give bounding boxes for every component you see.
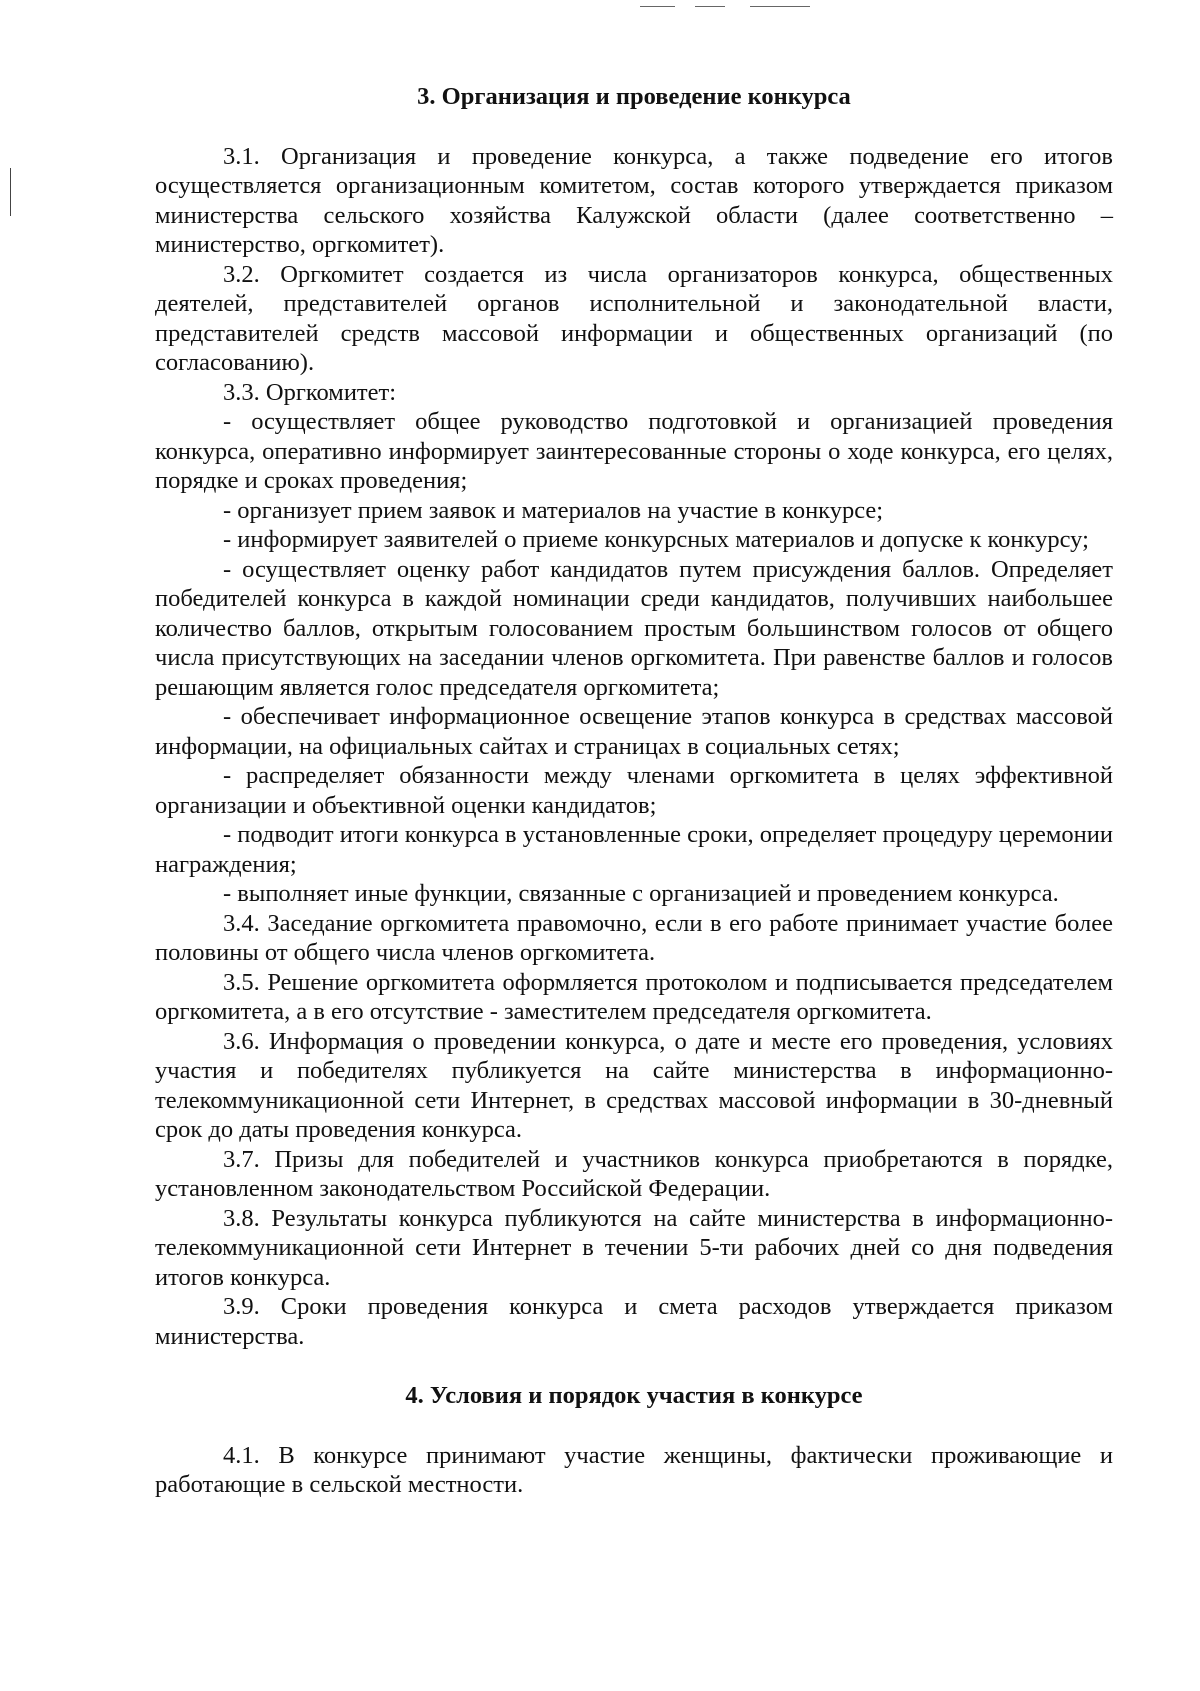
paragraph: 3.7. Призы для победителей и участников конкурса приобретаются в порядке, установленном законодательством Российской Федерации. xyxy=(155,1145,1113,1202)
paragraph: 3.3. Оргкомитет: xyxy=(223,378,397,406)
document-body xyxy=(155,82,1113,1500)
paragraph: 3.8. Результаты конкурса публикуются на сайте министерства в информационно-телекоммуникационной сети Интернет в течении 5-ти рабочих дней со дня подведения итогов конкурса. xyxy=(155,1204,1113,1291)
list-item: - подводит итоги конкурса в установленные сроки, определяет процедуру церемонии награждения; xyxy=(155,821,1113,878)
list-item: - информирует заявителей о приеме конкурсных материалов и допуске к конкурсу; xyxy=(223,526,1089,553)
scan-artifact-top xyxy=(640,6,860,8)
paragraph: 3.1. Организация и проведение конкурса, а также подведение его итогов осуществляется организационным комитетом, состав которого утверждается приказом министерства сельского хозяйства Калужской области (далее соответственно – министерство, оргкомитет). xyxy=(155,142,1113,258)
paragraph: 3.4. Заседание оргкомитета правомочно, если в его работе принимает участие более половины от общего числа членов оргкомитета. xyxy=(155,909,1113,966)
list-item: - осуществляет общее руководство подготовкой и организацией проведения конкурса, оперативно информирует заинтересованные стороны о ходе конкурса, его целях, порядке и сроках проведения; xyxy=(155,408,1113,494)
scan-artifact-margin xyxy=(10,168,11,216)
list-item: - организует прием заявок и материалов на участие в конкурсе; xyxy=(223,496,884,524)
list-item: - обеспечивает информационное освещение этапов конкурса в средствах массовой информации, на официальных сайтах и страницах в социальных сетях; xyxy=(155,703,1113,760)
section-4-heading: 4. Условия и порядок участия в конкурсе xyxy=(405,1382,863,1409)
list-item: - выполняет иные функции, связанные с организацией и проведением конкурса. xyxy=(223,880,1059,907)
paragraph: 3.9. Сроки проведения конкурса и смета расходов утверждается приказом министерства. xyxy=(155,1293,1113,1350)
section-3-body xyxy=(155,142,1113,1352)
paragraph: 3.6. Информация о проведении конкурса, о дате и месте его проведения, условиях участия и победителях публикуется на сайте министерства в информационно-телекоммуникационной сети Интернет, в средствах массовой информации в 30-дневный срок до даты проведения конкурса. xyxy=(155,1027,1113,1143)
section-4-body xyxy=(155,1441,1113,1500)
paragraph: 3.5. Решение оргкомитета оформляется протоколом и подписывается председателем оргкомитета, а в его отсутствие - заместителем председателя оргкомитета. xyxy=(155,968,1113,1025)
paragraph: 3.2. Оргкомитет создается из числа организаторов конкурса, общественных деятелей, представителей органов исполнительной и законодательной власти, представителей средств массовой информации и общественных организаций (по согласованию). xyxy=(155,260,1113,376)
section-3-heading: 3. Организация и проведение конкурса xyxy=(417,83,851,110)
paragraph: 4.1. В конкурсе принимают участие женщины, фактически проживающие и работающие в сельской местности. xyxy=(155,1441,1113,1498)
list-item: - осуществляет оценку работ кандидатов путем присуждения баллов. Определяет победителей конкурса в каждой номинации среди кандидатов, получивших наибольшее количество баллов, открытым голосованием простым большинством голосов от общего числа присутствующих на заседании членов оргкомитета. При равенстве баллов и голосов решающим является голос председателя оргкомитета; xyxy=(155,555,1113,701)
list-item: - распределяет обязанности между членами оргкомитета в целях эффективной организации и объективной оценки кандидатов; xyxy=(155,762,1113,819)
